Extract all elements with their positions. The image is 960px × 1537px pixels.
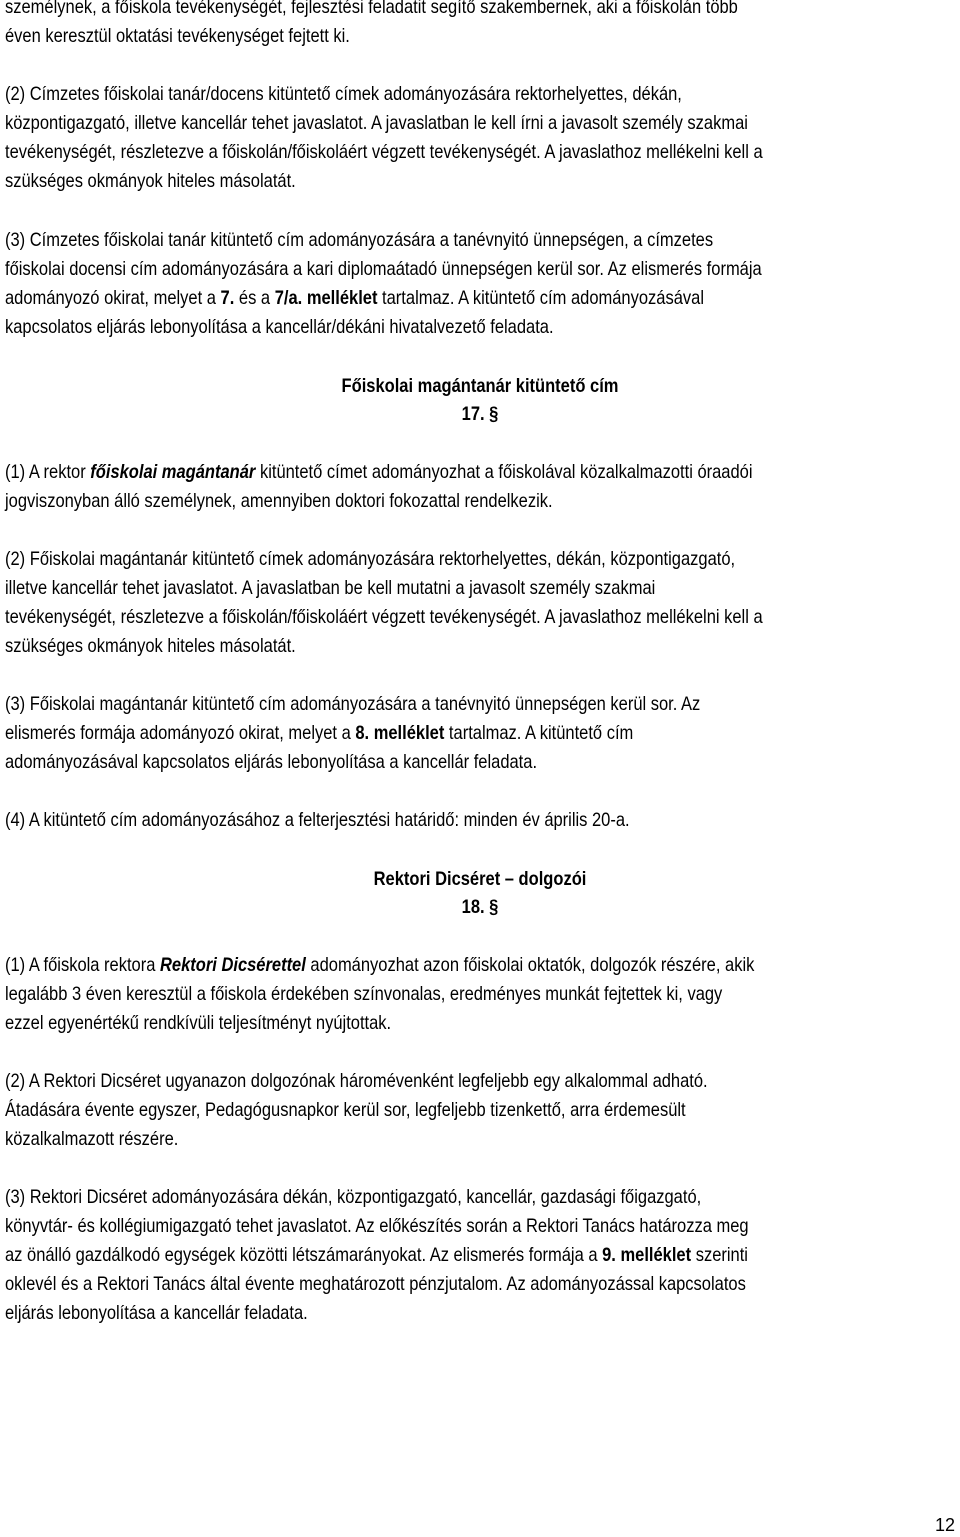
text-line: (2) Címzetes főiskolai tanár/docens kitüntető címek adományozására rektorhelyettes, dékán,: [5, 84, 682, 105]
s17-paragraph-3: [5, 690, 955, 777]
continuation-paragraph: [5, 0, 955, 51]
text-line: (3) Rektori Dicséret adományozására dékán, központigazgató, kancellár, gazdasági főigazgató,: [5, 1187, 702, 1208]
text-line: éven keresztül oktatási tevékenységet fejtett ki.: [5, 26, 350, 47]
text-line: (1) A rektor főiskolai magántanár kitüntető címet adományozhat a főiskolával közalkalmazotti óraadói: [5, 462, 753, 483]
text-line: oklevél és a Rektori Tanács által évente meghatározott pénzjutalom. Az adományozással kapcsolatos: [5, 1274, 746, 1295]
s18-paragraph-1: [5, 951, 955, 1038]
text-line: (2) Főiskolai magántanár kitüntető címek adományozására rektorhelyettes, dékán, központigazgató,: [5, 549, 736, 570]
text-line: személynek, a főiskola tevékenységét, fejlesztési feladatit segítő szakembernek, aki a főiskolán több: [5, 0, 738, 18]
text-line: (3) Címzetes főiskolai tanár kitüntető cím adományozására a tanévnyitó ünnepségen, a címzetes: [5, 230, 714, 251]
section-number: 17. §: [461, 404, 499, 425]
text-line: adományozó okirat, melyet a 7. és a 7/a. melléklet tartalmaz. A kitüntető cím adományozásával: [5, 288, 704, 309]
s16-paragraph-2: [5, 80, 955, 196]
text-line: (2) A Rektori Dicséret ugyanazon dolgozónak háromévenként legfeljebb egy alkalommal adható.: [5, 1071, 708, 1092]
text-line: központigazgató, illetve kancellár tehet javaslatot. A javaslatban le kell írni a javasolt személy szakmai: [5, 113, 748, 134]
text-line: (4) A kitüntető cím adományozásához a felterjesztési határidő: minden év április 20-a.: [5, 810, 630, 831]
text-line: legalább 3 éven keresztül a főiskola érdekében színvonalas, eredményes munkát fejtettek ki, vagy: [5, 984, 723, 1005]
text-line: elismerés formája adományozó okirat, melyet a 8. melléklet tartalmaz. A kitüntető cím: [5, 723, 634, 744]
section-number: 18. §: [461, 897, 499, 918]
text-line: kapcsolatos eljárás lebonyolítása a kancellár/dékáni hivatalvezető feladata.: [5, 317, 554, 338]
text-line: (3) Főiskolai magántanár kitüntető cím adományozására a tanévnyitó ünnepségen kerül sor. Az: [5, 694, 701, 715]
s17-paragraph-2: [5, 545, 955, 661]
text-line: könyvtár- és kollégiumigazgató tehet javaslatot. Az előkészítés során a Rektori Tanács határozza meg: [5, 1216, 749, 1237]
s18-paragraph-2: [5, 1067, 955, 1154]
section-title: Főiskolai magántanár kitüntető cím: [341, 376, 619, 397]
text-line: adományozásával kapcsolatos eljárás lebonyolítása a kancellár feladata.: [5, 752, 538, 773]
text-line: szükséges okmányok hiteles másolatát.: [5, 171, 296, 192]
text-line: eljárás lebonyolítása a kancellár feladata.: [5, 1303, 308, 1324]
text-line: közalkalmazott részére.: [5, 1129, 179, 1150]
text-line: (1) A főiskola rektora Rektori Dicsérettel adományozhat azon főiskolai oktatók, dolgozók részére, akik: [5, 955, 755, 976]
text-line: tevékenységét, részletezve a főiskolán/főiskoláért végzett tevékenységét. A javaslathoz mellékelni kell a: [5, 142, 763, 163]
page-number: 12: [934, 1515, 955, 1535]
text-line: ezzel egyenértékű rendkívüli teljesítményt nyújtottak.: [5, 1013, 392, 1034]
text-line: illetve kancellár tehet javaslatot. A javaslatban be kell mutatni a javasolt személy szakmai: [5, 578, 656, 599]
s16-paragraph-3: [5, 226, 955, 342]
s18-paragraph-3: [5, 1183, 955, 1328]
text-line: az önálló gazdálkodó egységek közötti létszámarányokat. Az elismerés formája a 9. melléklet szerinti: [5, 1245, 748, 1266]
text-line: tevékenységét, részletezve a főiskolán/főiskoláért végzett tevékenységét. A javaslathoz mellékelni kell a: [5, 607, 763, 628]
s17-paragraph-4: [5, 806, 955, 835]
text-line: Átadására évente egyszer, Pedagógusnapkor kerül sor, legfeljebb tizenkettő, arra érdemesült: [5, 1100, 686, 1121]
section-title: Rektori Dicséret – dolgozói: [373, 869, 587, 890]
text-line: főiskolai docensi cím adományozására a kari diplomaátadó ünnepségen kerül sor. Az elismerés formája: [5, 259, 762, 280]
s17-paragraph-1: [5, 458, 955, 516]
text-line: szükséges okmányok hiteles másolatát.: [5, 636, 296, 657]
text-line: jogviszonyban álló személynek, amennyiben doktori fokozattal rendelkezik.: [5, 491, 553, 512]
